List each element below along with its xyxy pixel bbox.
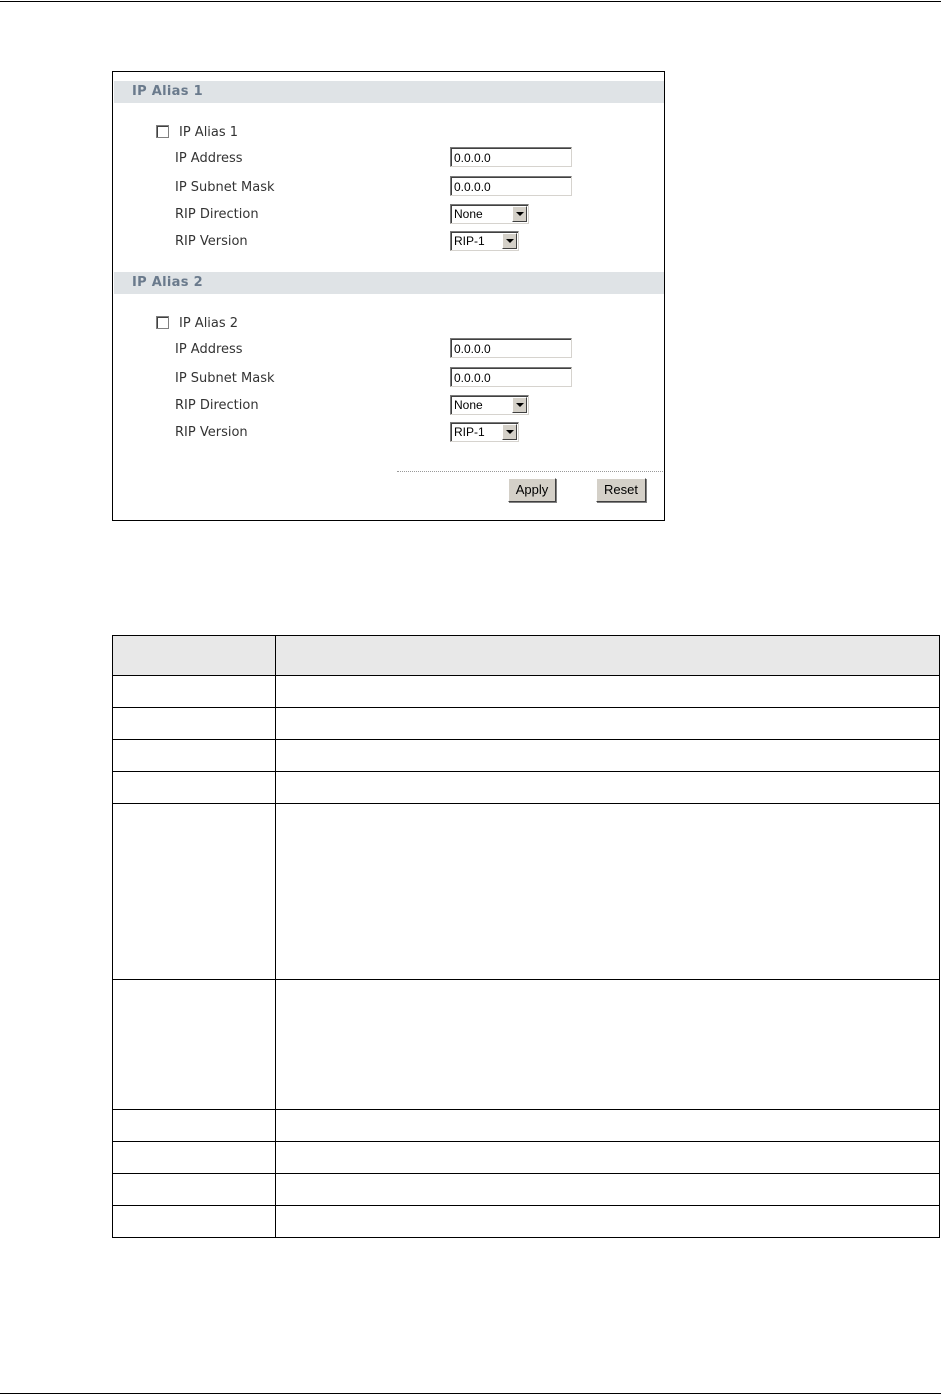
select-value: RIP-1 — [454, 234, 485, 248]
table-cell — [113, 804, 276, 980]
chevron-down-icon — [502, 233, 517, 249]
reset-button[interactable]: Reset — [596, 478, 646, 502]
page-top-rule — [0, 1, 941, 2]
section-header-ip-alias-1 — [114, 81, 664, 103]
ip-alias-1-checkbox-label: IP Alias 1 — [179, 125, 239, 140]
table-cell — [276, 708, 940, 740]
table-cell — [113, 772, 276, 804]
table-cell — [113, 708, 276, 740]
table-cell — [276, 1142, 940, 1174]
ip-alias-2-ip-address-input[interactable]: 0.0.0.0 — [450, 338, 572, 358]
apply-button[interactable]: Apply — [508, 478, 556, 502]
table-cell — [276, 1206, 940, 1238]
ip-alias-2-checkbox-label: IP Alias 2 — [179, 316, 239, 331]
table-cell — [276, 772, 940, 804]
table-cell — [276, 1110, 940, 1142]
chevron-down-icon — [502, 424, 517, 440]
section-header-ip-alias-2 — [114, 272, 664, 294]
field-description-table — [112, 635, 940, 1238]
section-header-title: IP Alias 2 — [132, 275, 203, 290]
table-row — [113, 1142, 940, 1174]
table-cell — [113, 1110, 276, 1142]
ip-address-label: IP Address — [175, 342, 243, 357]
table-cell — [113, 1142, 276, 1174]
table-row — [113, 708, 940, 740]
rip-version-label: RIP Version — [175, 425, 248, 440]
ip-alias-panel — [112, 71, 665, 521]
rip-direction-label: RIP Direction — [175, 207, 259, 222]
ip-alias-1-subnet-mask-input[interactable]: 0.0.0.0 — [450, 176, 572, 196]
ip-alias-1-rip-direction-select[interactable] — [450, 204, 529, 224]
table-cell — [113, 740, 276, 772]
button-divider — [397, 471, 663, 472]
chevron-down-icon — [512, 206, 527, 222]
select-value: None — [454, 207, 483, 221]
table-row — [113, 980, 940, 1110]
table-cell — [113, 676, 276, 708]
table-header-cell — [276, 636, 940, 676]
chevron-down-icon — [512, 397, 527, 413]
ip-subnet-mask-label: IP Subnet Mask — [175, 180, 275, 195]
select-value: RIP-1 — [454, 425, 485, 439]
table-cell — [276, 1174, 940, 1206]
ip-alias-2-rip-direction-select[interactable] — [450, 395, 529, 415]
ip-alias-1-rip-version-select[interactable] — [450, 231, 519, 251]
table-cell — [276, 676, 940, 708]
table-cell — [113, 1206, 276, 1238]
ip-alias-2-checkbox[interactable] — [156, 316, 169, 329]
table-row — [113, 1206, 940, 1238]
table-header-row — [113, 636, 940, 676]
table-cell — [276, 804, 940, 980]
rip-direction-label: RIP Direction — [175, 398, 259, 413]
ip-alias-2-subnet-mask-input[interactable]: 0.0.0.0 — [450, 367, 572, 387]
section-header-title: IP Alias 1 — [132, 84, 203, 99]
table-row — [113, 740, 940, 772]
ip-alias-1-ip-address-input[interactable]: 0.0.0.0 — [450, 147, 572, 167]
rip-version-label: RIP Version — [175, 234, 248, 249]
ip-subnet-mask-label: IP Subnet Mask — [175, 371, 275, 386]
ip-alias-2-rip-version-select[interactable] — [450, 422, 519, 442]
table-row — [113, 676, 940, 708]
table-cell — [113, 1174, 276, 1206]
page-bottom-rule — [0, 1393, 941, 1394]
table-row — [113, 804, 940, 980]
table-cell — [276, 740, 940, 772]
ip-address-label: IP Address — [175, 151, 243, 166]
table-header-cell — [113, 636, 276, 676]
table-row — [113, 1174, 940, 1206]
ip-alias-1-checkbox[interactable] — [156, 125, 169, 138]
select-value: None — [454, 398, 483, 412]
table-row — [113, 772, 940, 804]
table-row — [113, 1110, 940, 1142]
table-cell — [276, 980, 940, 1110]
table-cell — [113, 980, 276, 1110]
